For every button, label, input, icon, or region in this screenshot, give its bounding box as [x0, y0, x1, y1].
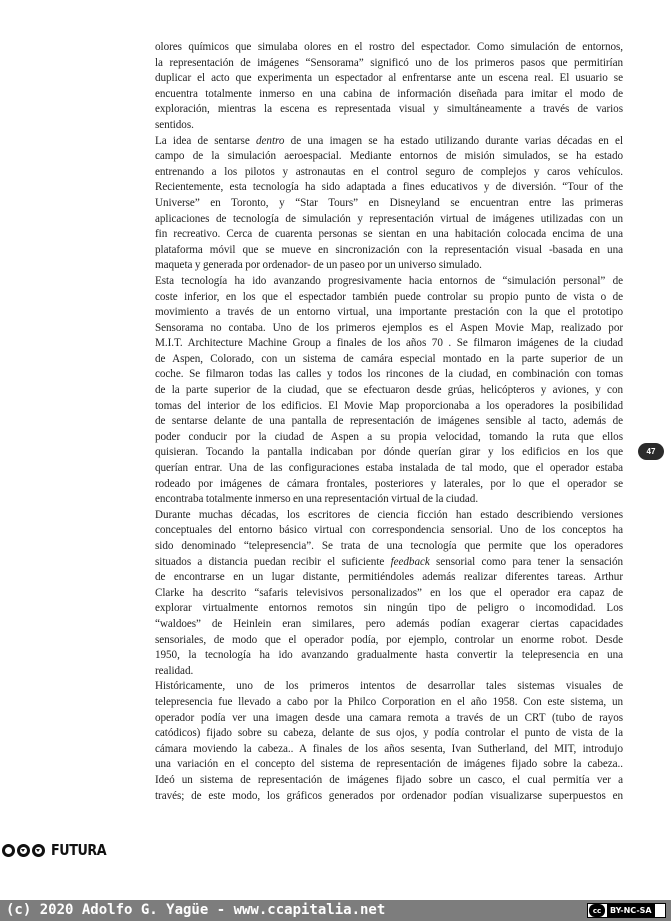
text-line: querían entrar. Una de las configuraciones estaba instalada de tal modo, que el operador estaba: [155, 462, 623, 475]
text-line: “waldoes” de Heinlein eran similares, pero además podían exagerar ciertas capacidades: [155, 617, 623, 630]
text-line: catódicos) fijado sobre su cabeza, delante de sus ojos, y podía controlar el punto de vista de la: [155, 727, 623, 740]
text-line: encontraba totalmente inmerso en una representación virtual de la ciudad.: [155, 493, 479, 506]
text-line: la representación de imágenes “Sensorama” significó uno de los primeros pasos que permitirían: [155, 56, 623, 69]
text-line: Universe” en Toronto, y “Star Tours” en Disneyland se encuentran entre las primeras: [155, 196, 623, 209]
text-line: cámara moviendo la cabeza.. A finales de los años sesenta, Ivan Sutherland, del MIT, introdujo: [155, 742, 623, 755]
text-line: Durante muchas décadas, los escritores de ciencia ficción han estado describiendo versiones: [155, 508, 623, 521]
text-line: Históricamente, uno de los primeros intentos de desarrollar tales sistemas visuales de: [155, 680, 623, 693]
cc-logo-icon: cc: [589, 904, 605, 917]
text-line: rodeado por imágenes de cámara frontales, posteriores y laterales, por lo que el operador se: [155, 477, 623, 490]
text-line: una variación en el concepto del sistema de representación de imágenes fijado sobre la cabeza..: [155, 758, 623, 771]
brand-name: FUTURA: [51, 841, 107, 859]
text-line: sentidos.: [155, 118, 194, 131]
text-line: maqueta y generada por ordenador- de un paseo por un universo simulado.: [155, 259, 482, 272]
text-line: realidad.: [155, 664, 194, 677]
text-line: de encontrarse en un lugar distante, permitiéndoles además realizar diferentes tareas. Arthur: [155, 571, 623, 584]
text-line: Clarke ha descrito “safaris televisivos personalizados” en los que el operador era capaz de: [155, 586, 623, 599]
text-line: Recientemente, esta tecnología ha sido adaptada a fines educativos y de diversión. “Tour of the: [155, 181, 623, 194]
text-line: coste inferior, en los que el espectador también puede controlar su propio punto de vista o de: [155, 290, 623, 303]
license-badge[interactable]: [587, 903, 666, 918]
text-line: duplicar el acto que experimenta un espectador al enfrentarse ante un escena real. El usuario se: [155, 72, 623, 85]
text-line: quisieran. Tocando la pantalla indicaban por dónde querían girar y los edificios en los que: [155, 446, 623, 459]
text-line: Sensorama no contaba. Uno de los primeros ejemplos es el Aspen Movie Map, realizado por: [155, 321, 623, 334]
text-line: movimiento a través de un entorno virtual, una importante prestación con la que el prototipo: [155, 306, 623, 319]
page-number-badge: 47: [638, 443, 664, 460]
text-line: de Aspen, Colorado, con un sistema de camára especial montado en la parte superior de un: [155, 352, 623, 365]
text-line: fin recreativo. Cerca de cuarenta personas se sientan en una habitación colocada encima de una: [155, 228, 623, 241]
text-line: través; de este modo, los gráficos generados por ordenador podían visualizarse superpuestos en: [155, 789, 623, 802]
brand-arrow-circle-icon: [32, 844, 45, 857]
text-line: 1950, la tecnología ha ido avanzando gradualmente hasta convertir la telepresencia en una: [155, 649, 623, 662]
italic-term: dentro: [256, 134, 285, 147]
body-text: [155, 40, 623, 804]
text-line: tomas del interior de los edificios. El Movie Map proporcionaba a los operadores la posibilidad: [155, 399, 623, 412]
text-line: olores químicos que simulaba olores en el rostro del espectador. Como simulación de entornos,: [155, 41, 623, 53]
text-line: telepresencia fue llevado a cabo por la Philco Corporation en el año 1958. Con este sistema, un: [155, 695, 623, 708]
text-line: La idea de sentarse dentro de una imagen se ha estado utilizando durante varias décadas en el: [155, 134, 623, 147]
text-line: sido denominado “telepresencia”. Se trata de una tecnología que permite que los operadores: [155, 540, 623, 552]
license-text: BY-NC-SA: [607, 904, 655, 917]
text-line: sensoriales, de modo que el operador podía, por ejemplo, controlar un enorme robot. Desde: [155, 633, 623, 646]
text-line: entrenando a los pilotos y astronautas en el control seguro de complejos y caros vehículos.: [155, 165, 623, 178]
text-line: de la parte superior de la ciudad, que se efectuaron desde grúas, helicópteros y aviones, y con: [155, 384, 623, 397]
text-line: campo de la simulación aeroespacial. Mediante entornos de misión simulados, se ha estado: [155, 150, 623, 163]
brand-circle-icon: [2, 844, 15, 857]
text-line: aplicaciones de tecnología de simulación y representación virtual de imágenes utilizadas con un: [155, 212, 623, 225]
copyright-credit: (c) 2020 Adolfo G. Yagüe - www.ccapitalia.net: [6, 902, 386, 918]
text-line: explorar virtualmente entornos remotos sin ningún tipo de peligro o incomodidad. Los: [155, 602, 623, 615]
text-line: de sentarse delante de una pantalla de representación de imágenes sensible al tacto, además de: [155, 415, 623, 428]
text-line: operador podía ver una imagen desde una camara remota a través de un CRT (tubo de rayos: [155, 711, 623, 724]
text-line: plataforma móvil que se mueve en sincronización con la representación visual -basada en una: [155, 243, 623, 256]
italic-term: feedback: [390, 555, 430, 568]
text-line: Ideó un sistema de representación de imágenes fijado sobre un casco, el cual permitía ver a: [155, 773, 623, 786]
brand-arrow-circle-icon: [17, 844, 30, 857]
text-line: conceptuales del entorno básico virtual con correspondencia sensorial. Uno de los conceptos ha: [155, 524, 623, 537]
text-line: situados a distancia puedan recibir el suficiente feedback sensorial como para tener la sensación: [155, 555, 624, 568]
text-line: M.I.T. Architecture Machine Group a finales de los años 70 . Se filmaron imágenes de la ciudad: [155, 337, 623, 350]
text-line: Esta tecnología ha ido avanzando progresivamente hacia entornos de “simulación personal” de: [155, 274, 623, 287]
text-line: poder conducir por la ciudad de Aspen a su propia velocidad, tomando la ruta que ellos: [155, 430, 623, 443]
text-line: coche. Se filmaron todas las calles y todos los rincones de la ciudad, en combinación con tomas: [155, 368, 623, 381]
text-line: encuentra totalmente inmerso en una cabina de información diseñada para imitar el modo de: [155, 87, 623, 100]
footer-bar: [0, 900, 671, 921]
brand-logo: [2, 841, 116, 859]
text-line: exploración, mientras la escena es representada visual y simultáneamente a través de varios: [155, 103, 623, 116]
